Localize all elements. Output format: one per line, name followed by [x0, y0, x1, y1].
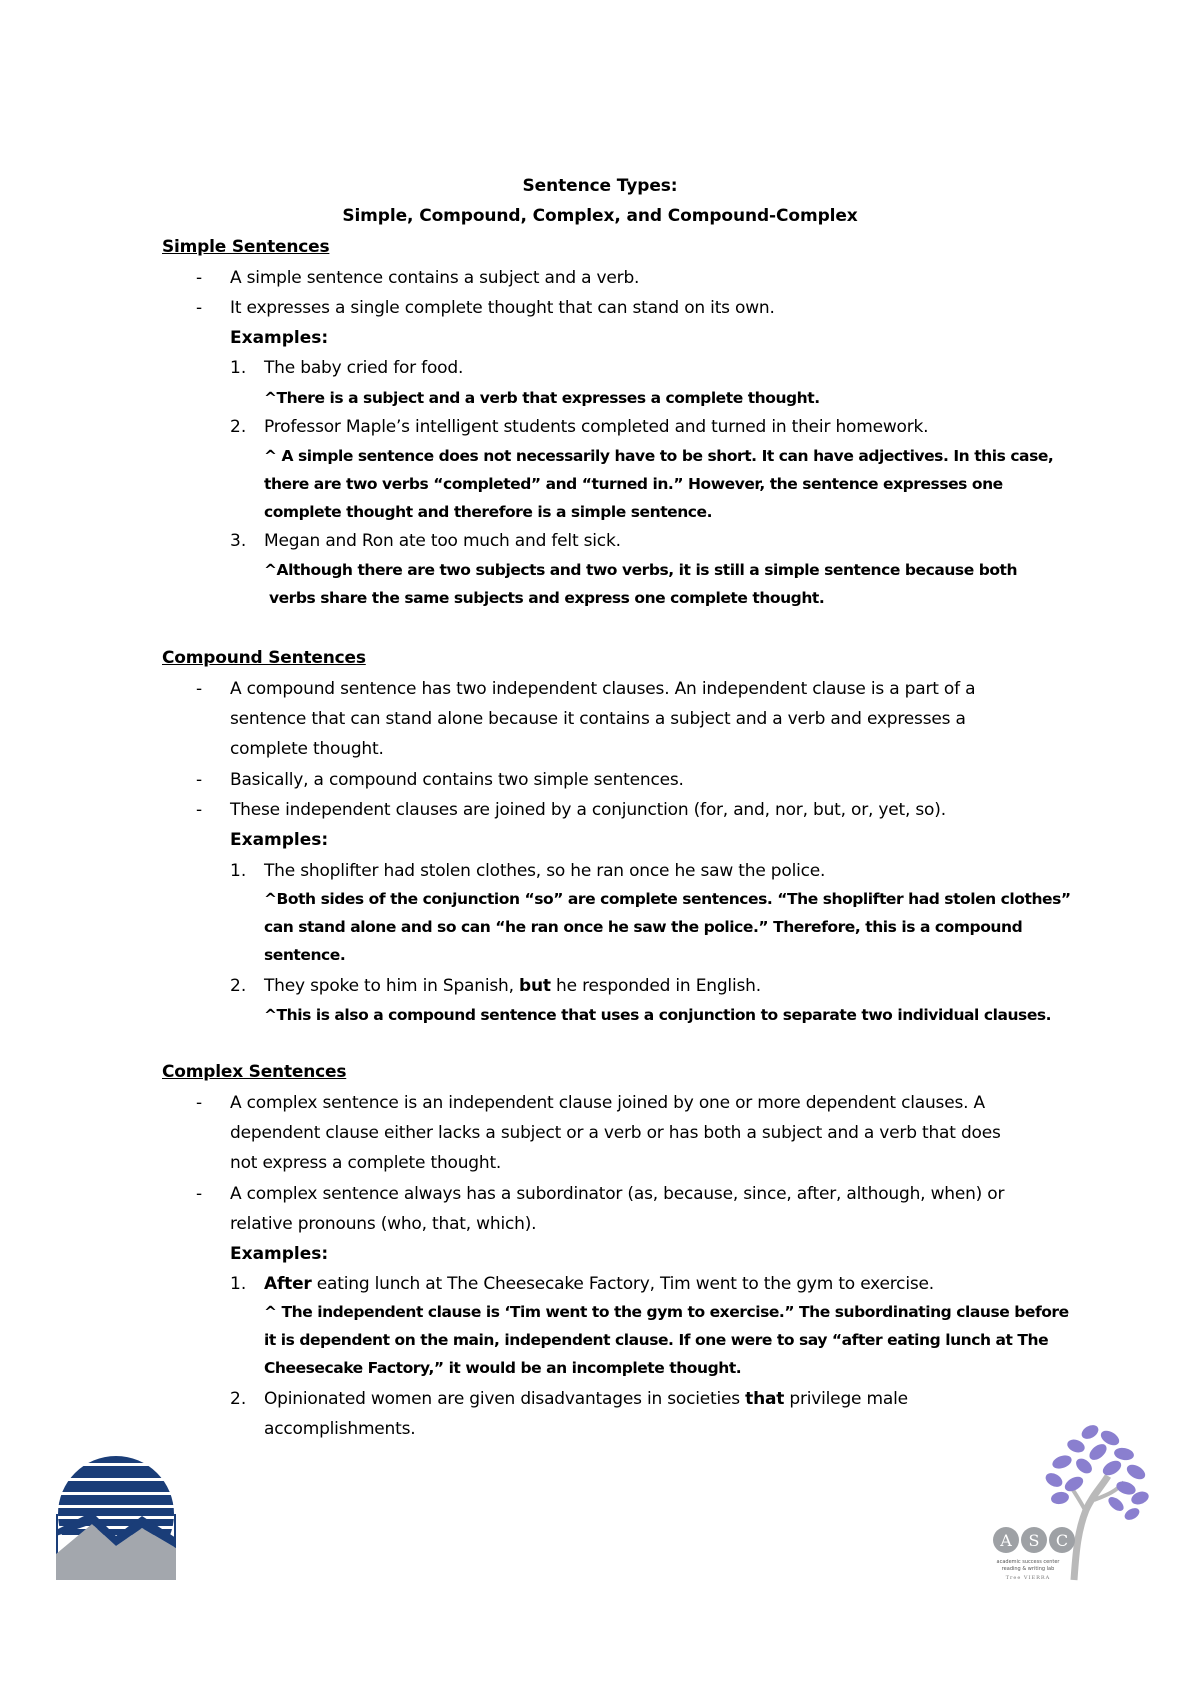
- example-note: complete thought and therefore is a simple sentence.: [264, 503, 713, 521]
- document-subtitle: Simple, Compound, Complex, and Compound-Complex: [342, 206, 858, 226]
- example-text-bold: that: [745, 1389, 785, 1409]
- bullet-text: complete thought.: [230, 739, 384, 759]
- bullet-dash: -: [196, 1184, 203, 1204]
- bullet-text: It expresses a single complete thought that can stand on its own.: [230, 298, 775, 318]
- example-note: it is dependent on the main, independent clause. If one were to say “after eating lunch at The: [264, 1331, 1049, 1349]
- bullet-text: Basically, a compound contains two simple sentences.: [230, 770, 684, 790]
- bullet-text: These independent clauses are joined by a conjunction (for, and, nor, but, or, yet, so).: [230, 800, 946, 820]
- example-text: [264, 1389, 908, 1409]
- example-note: ^ A simple sentence does not necessarily have to be short. It can have adjectives. In this case,: [264, 447, 1054, 465]
- bullet-text: not express a complete thought.: [230, 1153, 502, 1173]
- document-title: Sentence Types:: [522, 176, 678, 196]
- example-text: [264, 1274, 934, 1294]
- example-text: accomplishments.: [264, 1419, 416, 1439]
- example-text-part: Opinionated women are given disadvantages in societies: [264, 1389, 746, 1409]
- asc-caption: reading & writing lab: [1001, 1566, 1055, 1572]
- bullet-text: sentence that can stand alone because it contains a subject and a verb and expresses a: [230, 709, 966, 729]
- bullet-dash: -: [196, 1093, 203, 1113]
- bullet-text: A simple sentence contains a subject and a verb.: [230, 268, 640, 288]
- example-note: ^Both sides of the conjunction “so” are complete sentences. “The shoplifter had stolen clothes”: [264, 890, 1071, 908]
- example-text-bold: After: [264, 1274, 312, 1294]
- examples-label: Examples:: [230, 1244, 329, 1264]
- example-number: 2.: [230, 417, 247, 437]
- example-text: [264, 976, 761, 996]
- mountain-logo: [56, 1450, 176, 1580]
- example-text-bold: but: [519, 976, 551, 996]
- example-number: 1.: [230, 861, 247, 881]
- example-number: 2.: [230, 1389, 247, 1409]
- bullet-dash: -: [196, 679, 203, 699]
- example-note: ^This is also a compound sentence that uses a conjunction to separate two individual clauses.: [264, 1006, 1052, 1024]
- example-number: 1.: [230, 1274, 247, 1294]
- example-note: Cheesecake Factory,” it would be an incomplete thought.: [264, 1359, 742, 1377]
- section-heading-complex: Complex Sentences: [162, 1062, 347, 1082]
- example-note: sentence.: [264, 946, 346, 964]
- examples-label: Examples:: [230, 830, 329, 850]
- bullet-dash: -: [196, 268, 203, 288]
- example-note: there are two verbs “completed” and “turned in.” However, the sentence expresses one: [264, 475, 1003, 493]
- bullet-text: relative pronouns (who, that, which).: [230, 1214, 537, 1234]
- bullet-text: A complex sentence is an independent clause joined by one or more dependent clauses. A: [230, 1093, 985, 1113]
- example-note: ^Although there are two subjects and two verbs, it is still a simple sentence because both: [264, 561, 1018, 579]
- bullet-dash: -: [196, 770, 203, 790]
- example-text: The shoplifter had stolen clothes, so he ran once he saw the police.: [264, 861, 826, 881]
- example-text: The baby cried for food.: [264, 358, 464, 378]
- example-note: ^ The independent clause is ‘Tim went to the gym to exercise.” The subordinating clause before: [264, 1303, 1069, 1321]
- bullet-text: dependent clause either lacks a subject or a verb or has both a subject and a verb that does: [230, 1123, 1001, 1143]
- section-heading-compound: Compound Sentences: [162, 648, 366, 668]
- asc-caption: Tree VIERRA: [1005, 1575, 1051, 1581]
- example-note: verbs share the same subjects and express one complete thought.: [264, 589, 825, 607]
- example-note: ^There is a subject and a verb that expresses a complete thought.: [264, 389, 820, 407]
- example-number: 1.: [230, 358, 247, 378]
- bullet-dash: -: [196, 800, 203, 820]
- bullet-text: A compound sentence has two independent clauses. An independent clause is a part of a: [230, 679, 976, 699]
- example-text: Megan and Ron ate too much and felt sick.: [264, 531, 621, 551]
- bullet-dash: -: [196, 298, 203, 318]
- example-number: 2.: [230, 976, 247, 996]
- asc-letter: A: [1000, 1531, 1012, 1550]
- asc-caption: academic success center: [996, 1559, 1060, 1565]
- example-text-part: he responded in English.: [550, 976, 761, 996]
- example-number: 3.: [230, 531, 247, 551]
- example-text-part: privilege male: [784, 1389, 908, 1409]
- example-note: can stand alone and so can “he ran once he saw the police.” Therefore, this is a compound: [264, 918, 1023, 936]
- asc-tree-logo: [990, 1420, 1160, 1595]
- examples-label: Examples:: [230, 328, 329, 348]
- asc-letter: C: [1055, 1531, 1069, 1550]
- example-text-part: They spoke to him in Spanish,: [264, 976, 520, 996]
- section-heading-simple: Simple Sentences: [162, 237, 330, 257]
- bullet-text: A complex sentence always has a subordinator (as, because, since, after, although, when) or: [230, 1184, 1005, 1204]
- example-text: Professor Maple’s intelligent students completed and turned in their homework.: [264, 417, 929, 437]
- example-text-part: eating lunch at The Cheesecake Factory, Tim went to the gym to exercise.: [311, 1274, 934, 1294]
- asc-letter: S: [1028, 1531, 1040, 1550]
